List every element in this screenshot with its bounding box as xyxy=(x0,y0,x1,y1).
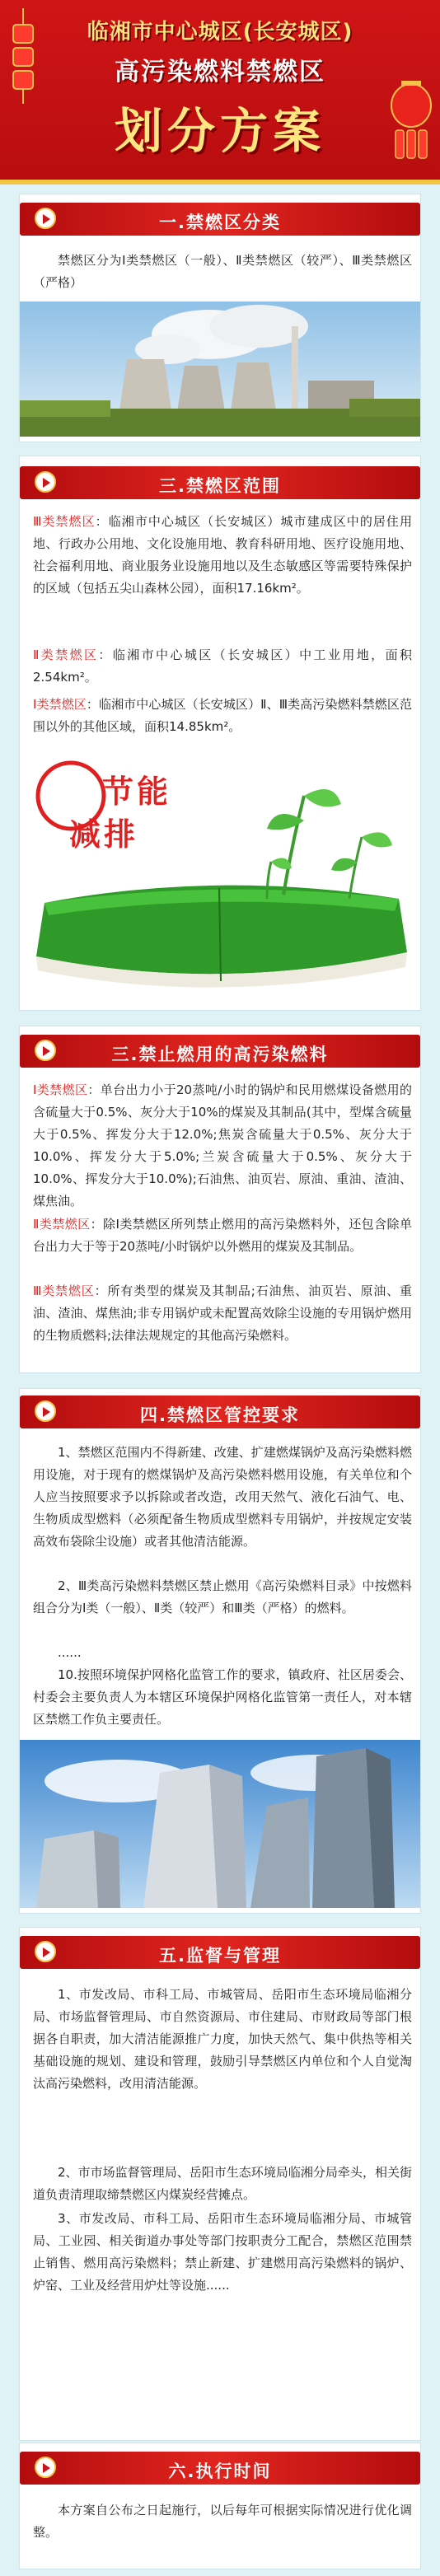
s2-paragraph-1 xyxy=(33,511,412,600)
s4-paragraph-2: 2、Ⅲ类高污染燃料禁燃区禁止燃用《高污染燃料目录》中按燃料组合分为Ⅰ类（一般）、Ⅱ类（较严）和Ⅲ类（严格）的燃料。 xyxy=(33,1578,412,1615)
zone-text: ：所有类型的煤炭及其制品;石油焦、油页岩、原油、重油、渣油、煤焦油;非专用锅炉或未配置高效除尘设施的专用锅炉燃用的生物质燃料;法律法规规定的其他高污染燃料。 xyxy=(33,1283,413,1343)
zone-text: ：临湘市中心城区（长安城区）Ⅱ、Ⅲ类高污染燃料禁燃区范围以外的其他区域，面积14.85km²。 xyxy=(33,697,412,734)
s4-paragraph-ellipsis: ...... xyxy=(58,1645,82,1660)
section-4-header xyxy=(20,1396,420,1428)
zone-label: Ⅰ类禁燃区 xyxy=(33,1082,88,1097)
zone-text: ：单台出力小于20蒸吨/小时的锅炉和民用燃煤设备燃用的含硫量大于0.5%、灰分大于10%的煤炭及其制品(其中，型煤含硫量大于0.5%、挥发分大于12.0%;焦炭含硫量大于0.5%、灰分大于10.0%、挥发分大于5.0%;兰炭含硫量大于0.5%、灰分大于10.0%、挥发分大于10.0%);石油焦、油页岩、原油、重油、渣油、煤焦油。 xyxy=(33,1082,412,1209)
zone-label: Ⅰ类禁燃区 xyxy=(33,697,87,712)
energy-saving-banner xyxy=(20,746,420,1002)
s1-text: 禁燃区分为Ⅰ类禁燃区（一般）、Ⅱ类禁燃区（较严）、Ⅲ类禁燃区（严格） xyxy=(33,253,412,290)
s5-paragraph-2: 2、市市场监督管理局、岳阳市生态环境局临湘分局牵头，相关街道负责清理取缔禁燃区内煤炭经营摊点。 xyxy=(33,2165,412,2202)
s4-paragraph-1: 1、禁燃区范围内不得新建、改建、扩建燃煤锅炉及高污染燃料燃用设施，对于现有的燃煤锅炉及高污染燃料燃用设施，有关单位和个人应当按照要求予以拆除或者改造，改用天然气、液化石油气、电、生物质成型燃料（必须配备生物质成型燃料专用锅炉，并按规定安装高效布袋除尘设施）或者其他清洁能源。 xyxy=(33,1445,412,1549)
section-title: 六.执行时间 xyxy=(168,2461,272,2481)
s3-paragraph-3 xyxy=(33,1280,412,1347)
section-title: 四.禁燃区管控要求 xyxy=(140,1405,300,1425)
s6-paragraph-1: 本方案自公布之日起施行，以后每年可根据实际情况进行优化调整。 xyxy=(33,2503,412,2540)
hero-title-line1: 临湘市中心城区(长安城区) xyxy=(87,20,353,44)
zone-label: Ⅲ类禁燃区 xyxy=(33,1283,95,1298)
zone-text: ：临湘市中心城区（长安城区）中工业用地，面积2.54km²。 xyxy=(33,648,412,685)
power-plant-photo xyxy=(20,302,420,437)
hero-title-line3: 划分方案 xyxy=(114,103,325,159)
s2-paragraph-2 xyxy=(33,644,412,689)
zone-label: Ⅲ类禁燃区 xyxy=(33,514,96,529)
s2-paragraph-3 xyxy=(33,694,412,738)
section-title: 一.禁燃区分类 xyxy=(159,213,281,232)
zone-text: ：除Ⅰ类禁燃区所列禁止燃用的高污染燃料外，还包含除单台出力大于等于20蒸吨/小时锅炉以外燃用的煤炭及其制品。 xyxy=(33,1217,412,1254)
section-title: 三.禁燃区范围 xyxy=(159,476,281,496)
section-title: 三.禁止燃用的高污染燃料 xyxy=(111,1045,329,1064)
s3-paragraph-2 xyxy=(33,1213,412,1258)
hero-title-line2: 高污染燃料禁燃区 xyxy=(115,58,325,86)
s3-paragraph-1 xyxy=(33,1079,412,1213)
section-3-header xyxy=(20,1035,420,1068)
section-5-header xyxy=(20,1936,420,1969)
badge-line2: 减排 xyxy=(69,816,139,853)
section-1-header xyxy=(20,203,420,236)
badge-line1: 节能 xyxy=(102,774,172,810)
section-title: 五.监督与管理 xyxy=(159,1946,281,1966)
section-2-header xyxy=(20,466,420,499)
section-6-header xyxy=(20,2452,420,2485)
zone-text: ：临湘市中心城区（长安城区）城市建成区中的居住用地、行政办公用地、文化设施用地、教育科研用地、医疗设施用地、社会福利用地、商业服务业设施用地以及生态敏感区等需要特殊保护的区域（包括五尖山森林公园），面积17.16km²。 xyxy=(33,514,412,596)
zone-label: Ⅱ类禁燃区 xyxy=(33,648,99,662)
city-buildings-photo xyxy=(20,1740,420,1908)
zone-label: Ⅱ类禁燃区 xyxy=(33,1217,91,1232)
hero-banner xyxy=(0,0,440,185)
s4-paragraph-4: 10.按照环境保护网格化监管工作的要求，镇政府、社区居委会、村委会主要负责人为本辖区环境保护网格化监管第一责任人，对本辖区禁燃工作负主要责任。 xyxy=(33,1667,412,1727)
s5-paragraph-1: 1、市发改局、市科工局、市城管局、岳阳市生态环境局临湘分局、市场监督管理局、市自然资源局、市住建局、市财政局等部门根据各自职责，加大清洁能源推广力度，加快天然气、集中供热等相关基础设施的规划、建设和管理，鼓励引导禁燃区内单位和个人自觉淘汰高污染燃料，改用清洁能源。 xyxy=(33,1987,412,2091)
s5-paragraph-3: 3、市发改局、市科工局、岳阳市生态环境局临湘分局、市城管局、工业园、相关街道办事处等部门按职责分工配合，禁燃区范围禁止销售、燃用高污染燃料；禁止新建、扩建燃用高污染燃料的锅炉、炉窑、工业及经营用炉灶等设施...... xyxy=(33,2211,412,2293)
